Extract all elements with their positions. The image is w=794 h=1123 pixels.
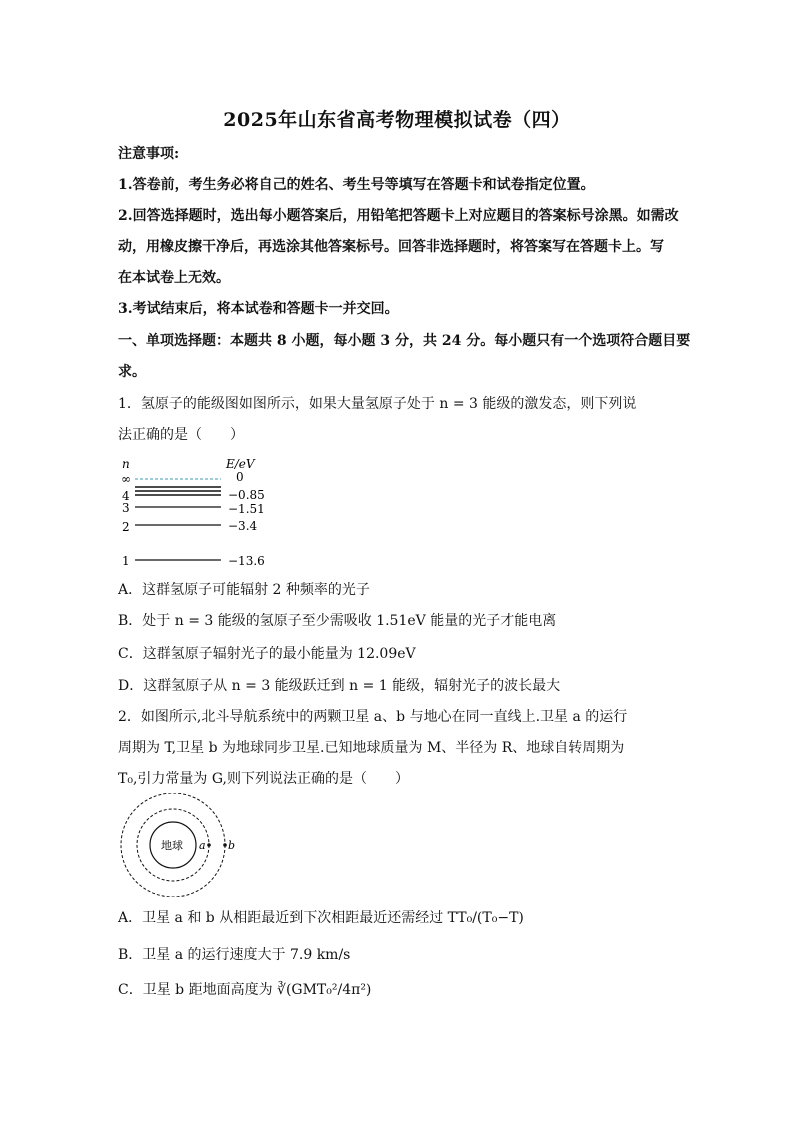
level-e-3: −1.51 xyxy=(228,502,265,516)
level-n-2: 2 xyxy=(122,520,130,534)
level-n-1: 1 xyxy=(122,554,130,568)
question-2-option-c: C．卫星 b 距地面高度为 ∛(GMT₀²/4π²) xyxy=(118,982,372,998)
notice-item-2: 2.回答选择题时，选出每小题答案后，用铅笔把答题卡上对应题目的答案标号涂黑。如需改 xyxy=(118,208,679,224)
satellite-orbit-diagram xyxy=(118,793,248,897)
question-1-stem-cont: 法正确的是（ ） xyxy=(118,427,244,443)
question-2-option-a: A．卫星 a 和 b 从相距最近到下次相距最近还需经过 TT₀/(T₀−T) xyxy=(118,910,524,926)
question-2-option-b: B．卫星 a 的运行速度大于 7.9 km/s xyxy=(118,947,351,963)
section-heading-cont: 求。 xyxy=(118,364,146,380)
level-e-4: −0.85 xyxy=(228,488,265,502)
question-2-stem-cont: 周期为 T,卫星 b 为地球同步卫星.已知地球质量为 M、半径为 R、地球自转周期为 xyxy=(118,740,625,756)
level-n-3: 3 xyxy=(122,501,130,515)
satellite-a-label: a xyxy=(199,839,206,852)
level-n-inf: ∞ xyxy=(121,472,131,486)
satellite-b xyxy=(223,843,227,847)
level-n-4: 4 xyxy=(122,489,130,503)
notice-item-1: 1.答卷前，考生务必将自己的姓名、考生号等填写在答题卡和试卷指定位置。 xyxy=(118,177,595,193)
level-e-1: −13.6 xyxy=(228,554,265,568)
question-1-option-c: C．这群氢原子辐射光子的最小能量为 12.09eV xyxy=(118,646,416,662)
notice-heading: 注意事项: xyxy=(118,146,180,162)
axis-label-energy: E/eV xyxy=(226,457,255,471)
question-2-stem: 2．如图所示,北斗导航系统中的两颗卫星 a、b 与地心在同一直线上.卫星 a 的运行 xyxy=(118,709,628,725)
axis-label-n: n xyxy=(122,457,130,471)
level-e-2: −3.4 xyxy=(228,519,258,533)
energy-level-diagram xyxy=(115,455,285,575)
question-1-option-b: B．处于 n = 3 能级的氢原子至少需吸收 1.51eV 能量的光子才能电离 xyxy=(118,613,557,629)
question-1-option-d: D．这群氢原子从 n = 3 能级跃迁到 n = 1 能级，辐射光子的波长最大 xyxy=(118,678,561,694)
section-heading: 一、单项选择题：本题共 8 小题，每小题 3 分，共 24 分。每小题只有一个选项符合题目要 xyxy=(118,333,691,349)
notice-item-2-end: 在本试卷上无效。 xyxy=(118,270,230,286)
question-1-stem: 1．氢原子的能级图如图所示，如果大量氢原子处于 n = 3 能级的激发态，则下列说 xyxy=(118,396,637,412)
satellite-a xyxy=(207,843,211,847)
earth-label: 地球 xyxy=(161,839,183,852)
notice-item-3: 3.考试结束后，将本试卷和答题卡一并交回。 xyxy=(118,301,399,317)
question-2-stem-end: T₀,引力常量为 G,则下列说法正确的是（ ） xyxy=(118,771,409,787)
page-title: 2025年山东省高考物理模拟试卷（四） xyxy=(223,109,571,131)
question-1-option-a: A．这群氢原子可能辐射 2 种频率的光子 xyxy=(118,582,370,598)
notice-item-2-cont: 动，用橡皮擦干净后，再选涂其他答案标号。回答非选择题时，将答案写在答题卡上。写 xyxy=(118,239,664,255)
level-e-inf: 0 xyxy=(236,470,244,484)
satellite-b-label: b xyxy=(228,839,236,852)
